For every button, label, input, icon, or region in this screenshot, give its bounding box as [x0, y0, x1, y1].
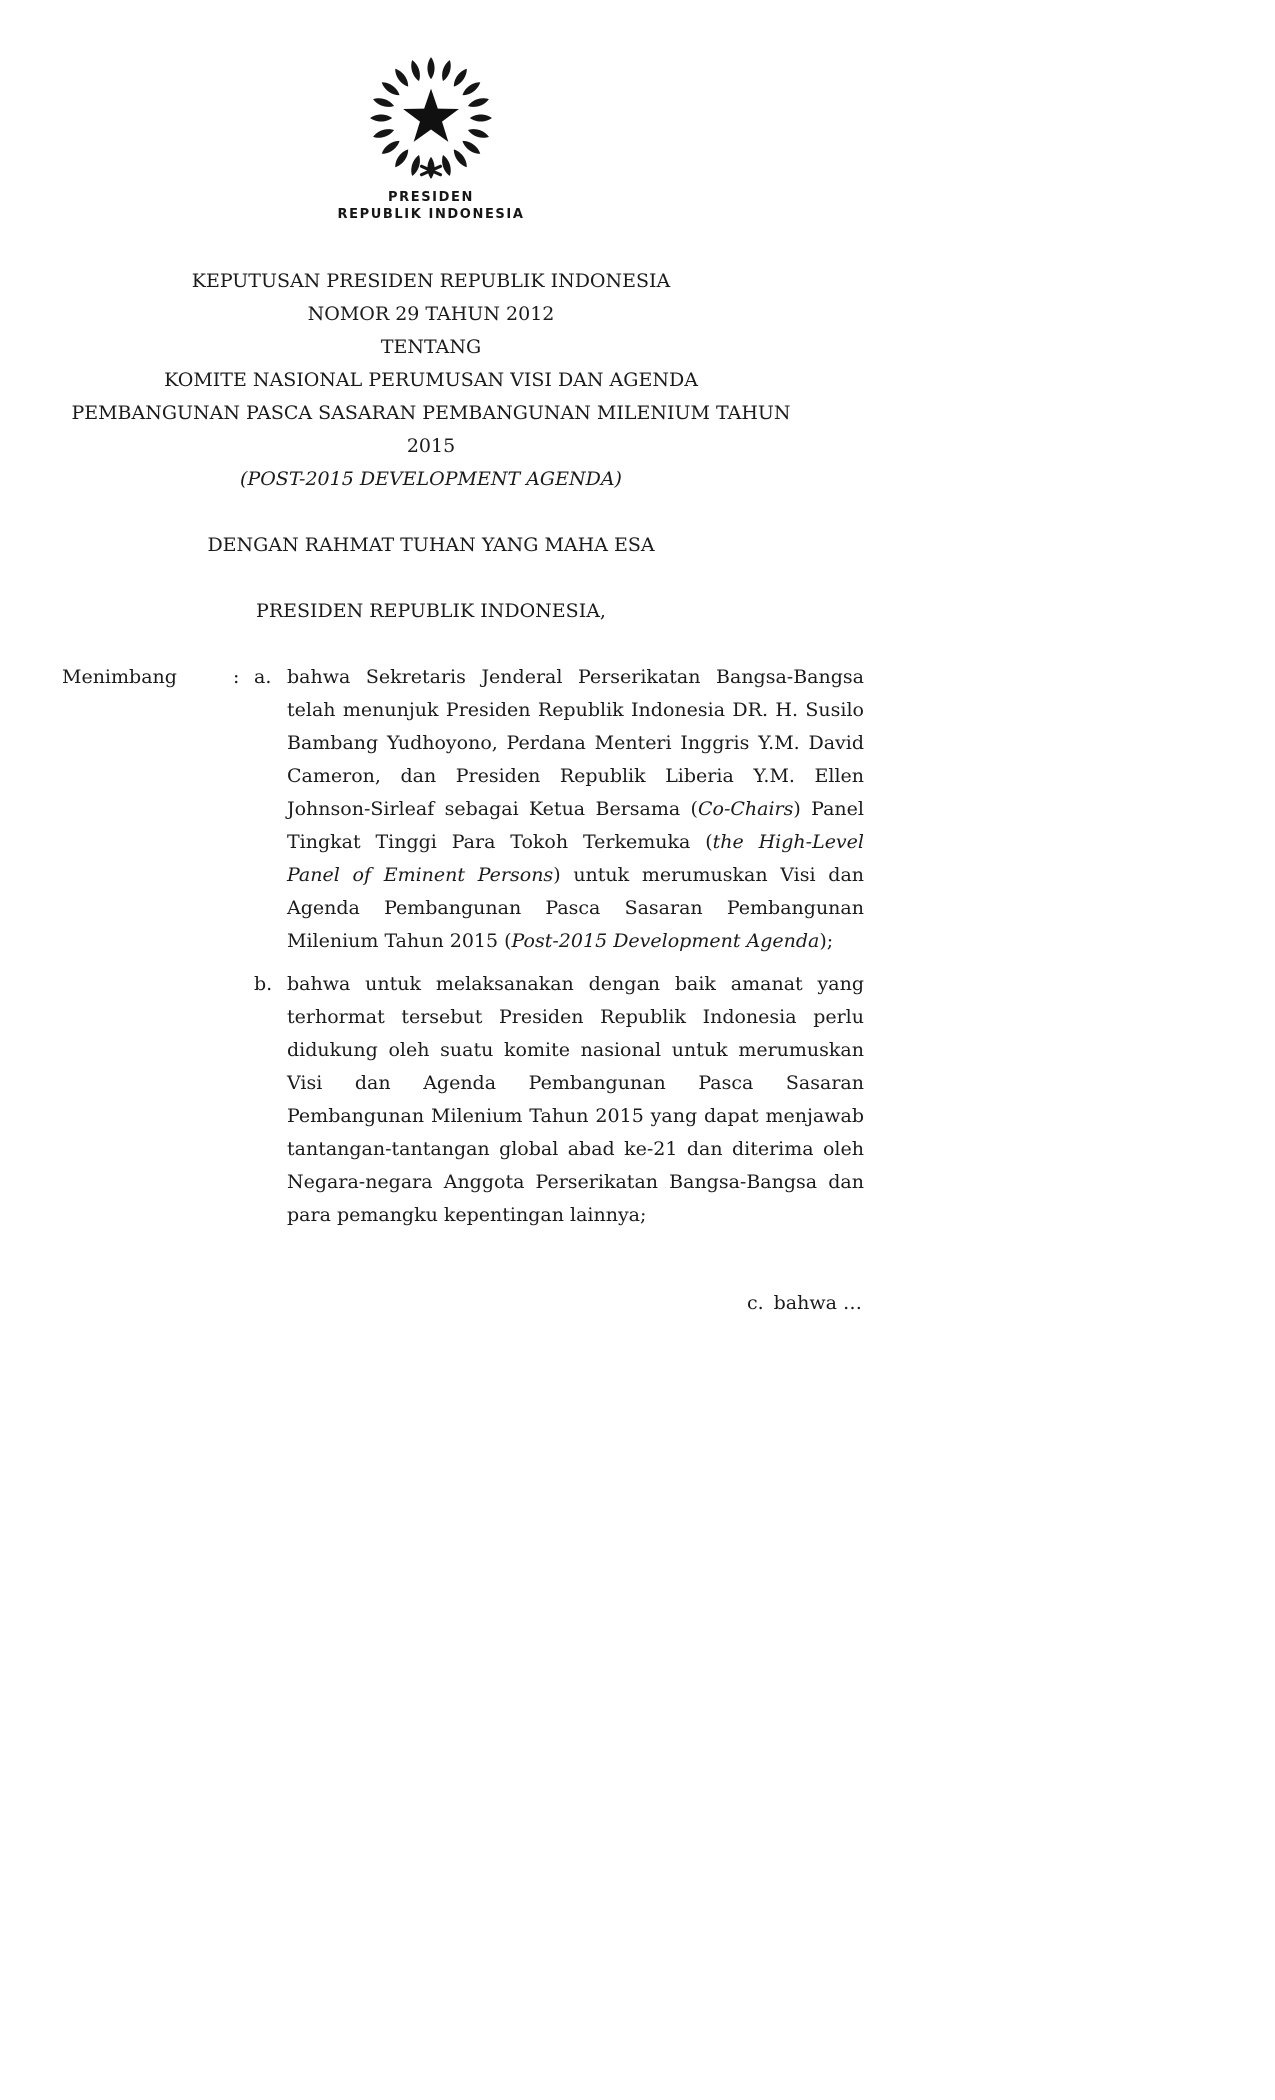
decree-number: NOMOR 29 TAHUN 2012 [307, 303, 555, 325]
invocation-line: DENGAN RAHMAT TUHAN YANG MAHA ESA [207, 534, 655, 556]
item-a-text: bahwa Sekretaris Jenderal Perserikatan Bangsa-Bangsa telah menunjuk Presiden Republik Indonesia DR. H. Susilo Bambang Yudhoyono, Perdana Menteri Inggris Y.M. David Cameron, dan Presiden Republik Liberia Y.M. Ellen Johnson-Sirleaf sebagai Ketua Bersama (Co-Chairs) Panel Tingkat Tinggi Para Tokoh Terkemuka (the High-Level Panel of Eminent Persons) untuk merumuskan Visi dan Agenda Pembangunan Pasca Sasaran Pembangunan Milenium Tahun 2015 (Post-2015 Development Agenda); [287, 666, 865, 952]
emblem-caption-line2: REPUBLIK INDONESIA [337, 207, 525, 222]
emblem-block [62, 55, 800, 223]
catchword-text: bahwa … [773, 1292, 862, 1314]
decree-subject-line2: PEMBANGUNAN PASCA SASARAN PEMBANGUNAN MILENIUM TAHUN 2015 [71, 402, 791, 457]
title-block [62, 265, 800, 496]
emblem-caption-line1: PRESIDEN [388, 190, 474, 205]
menimbang-label: Menimbang [62, 666, 177, 688]
decree-about: TENTANG [380, 336, 482, 358]
considerations-section [62, 661, 865, 1232]
catchword-line [62, 1287, 862, 1320]
item-b-text: bahwa untuk melaksanakan dengan baik amanat yang terhormat tersebut Presiden Republik Indonesia perlu didukung oleh suatu komite nasional untuk merumuskan Visi dan Agenda Pembangunan Pasca Sasaran Pembangunan Milenium Tahun 2015 yang dapat menjawab tantangan-tantangan global abad ke-21 dan diterima oleh Negara-negara Anggota Perserikatan Bangsa-Bangsa dan para pemangku kepentingan lainnya; [287, 973, 864, 1226]
consideration-item-a [62, 661, 865, 958]
authority-line: PRESIDEN REPUBLIK INDONESIA, [256, 600, 606, 622]
decree-title: KEPUTUSAN PRESIDEN REPUBLIK INDONESIA [191, 270, 671, 292]
item-a-marker: a. [254, 666, 272, 688]
decree-subject-line3: (POST-2015 DEVELOPMENT AGENDA) [240, 468, 622, 490]
menimbang-colon: : [233, 666, 240, 688]
presidential-seal-icon [368, 55, 494, 181]
item-b-marker: b. [254, 973, 273, 995]
catchword-marker: c. [746, 1292, 764, 1314]
consideration-item-b [62, 968, 864, 1232]
decree-subject-line1: KOMITE NASIONAL PERUMUSAN VISI DAN AGENDA [164, 369, 698, 391]
